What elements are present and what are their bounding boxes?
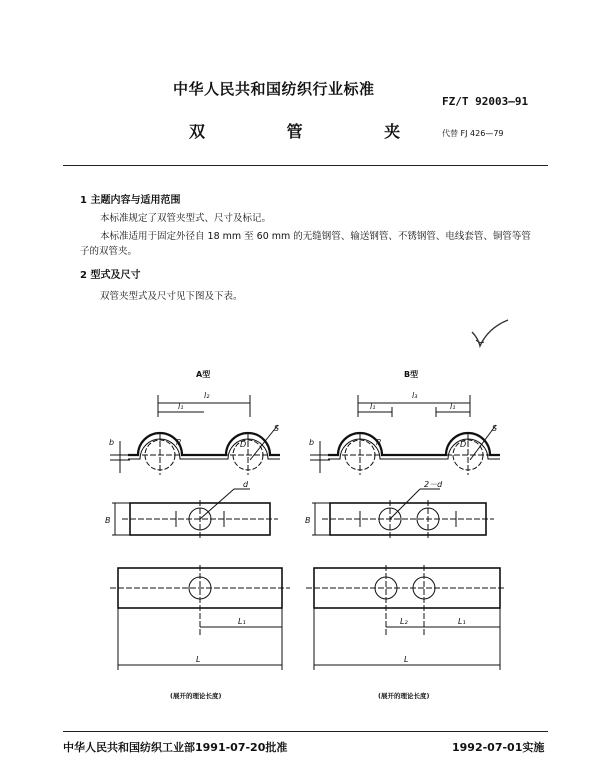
dim-a-D: D xyxy=(240,440,247,449)
dim-a-S: S xyxy=(274,424,280,433)
dim-a-R: R xyxy=(176,438,182,447)
checkmark-icon xyxy=(468,318,512,352)
dim-a-d: d xyxy=(243,480,249,489)
dim-a-l2: l₂ xyxy=(204,391,210,400)
dim-b-R: R xyxy=(376,438,382,447)
figure-b-caption: (展开的理论长度) xyxy=(378,692,430,700)
dim-b-D: D xyxy=(460,440,467,449)
dim-b-L1: L₁ xyxy=(458,617,466,626)
document-title: 双 管 夹 xyxy=(189,122,439,141)
dim-a-B: B xyxy=(105,516,111,525)
approval-line: 中华人民共和国纺织工业部1991-07-20批准 xyxy=(63,741,288,754)
dim-b-l3: l₃ xyxy=(412,391,418,400)
dim-a-L: L xyxy=(196,655,201,664)
dim-b-d: 2－d xyxy=(424,480,443,489)
dim-b-b: b xyxy=(309,438,315,447)
dim-a-L1: L₁ xyxy=(238,617,246,626)
section-2-paragraph-1: 双管夹型式及尺寸见下图及下表。 xyxy=(100,291,243,302)
section-2-heading: 2 型式及尺寸 xyxy=(80,270,141,281)
dim-b-L: L xyxy=(404,655,409,664)
section-1-paragraph-1: 本标准规定了双管夹型式、尺寸及标记。 xyxy=(100,213,272,224)
dim-b-S: S xyxy=(492,424,498,433)
header-rule xyxy=(63,165,548,166)
dim-b-B: B xyxy=(305,516,311,525)
dim-b-l1-right: l₁ xyxy=(450,402,456,411)
figure-a-label: A型 xyxy=(196,370,211,379)
figure-type-a xyxy=(100,365,290,710)
figure-a-caption: (展开的理论长度) xyxy=(170,692,222,700)
dim-a-b: b xyxy=(109,438,115,447)
section-1-paragraph-2: 本标准适用于固定外径自 18 mm 至 60 mm 的无缝钢管、输送钢管、不锈钢管、电线套管、铜管等管 xyxy=(100,231,531,242)
section-1-heading: 1 主题内容与适用范围 xyxy=(80,195,181,206)
dim-b-L2: L₂ xyxy=(400,617,408,626)
standard-code: FZ/T 92003—91 xyxy=(442,95,529,108)
effective-date: 1992-07-01实施 xyxy=(452,741,545,754)
standard-org-title: 中华人民共和国纺织行业标准 xyxy=(173,80,375,98)
replaces-note: 代替 FJ 426—79 xyxy=(442,129,504,138)
dim-a-l1: l₁ xyxy=(178,402,184,411)
dim-b-l1-left: l₁ xyxy=(370,402,376,411)
figure-type-b xyxy=(300,365,505,710)
figure-b-label: B型 xyxy=(404,370,419,379)
section-1-paragraph-3: 子的双管夹。 xyxy=(80,246,138,257)
footer-rule xyxy=(63,731,548,732)
